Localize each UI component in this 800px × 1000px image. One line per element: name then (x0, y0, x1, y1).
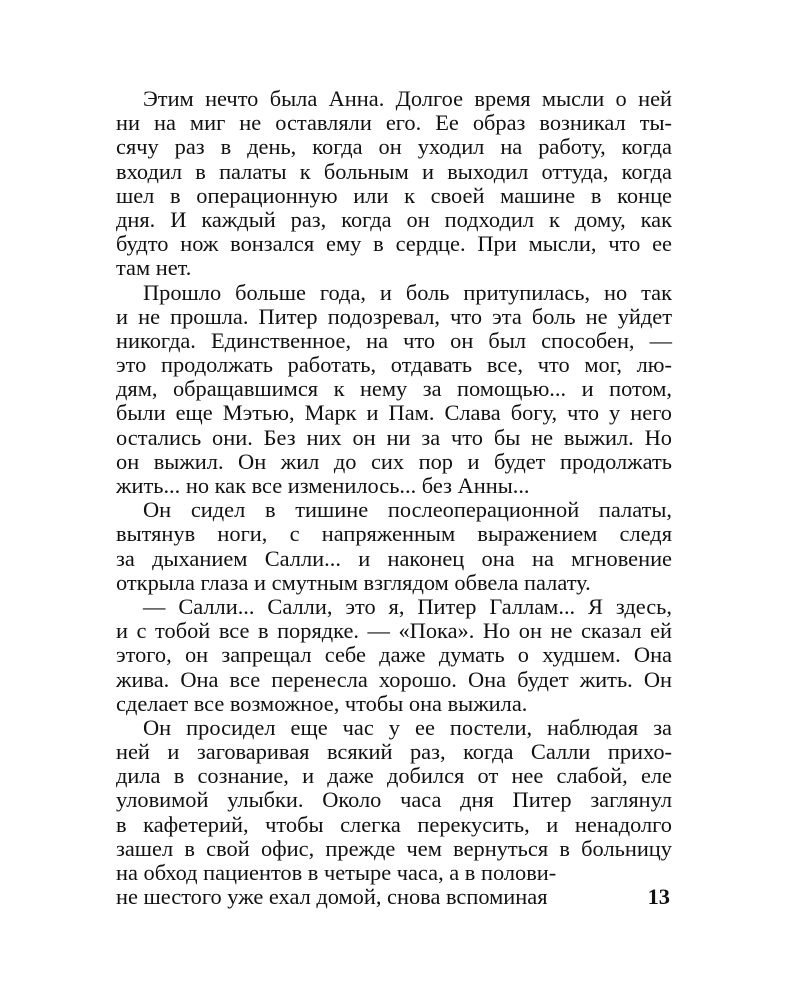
page-number: 13 (647, 884, 670, 910)
text-line: и не прошла. Питер подозревал, что эта боль не уйдет (116, 303, 672, 329)
text-line: этого, он запрещал себе даже думать о худшем. Она (116, 642, 672, 668)
text-line: шел в операционную или к своей машине в конце (116, 182, 672, 208)
text-line: были еще Мэтью, Марк и Пам. Слава богу, что у него (116, 400, 672, 426)
text-line: будто нож вонзался ему в сердце. При мысли, что ее (116, 231, 672, 257)
text-line: Он сидел в тишине послеоперационной палаты, (143, 497, 672, 523)
last-line: не шестого уже ехал домой, снова вспоминая (116, 884, 548, 910)
text-line: никогда. Единственное, на что он был способен, — (116, 327, 672, 353)
text-line: Прошло больше года, и боль притупилась, но так (143, 279, 672, 305)
book-page (116, 87, 672, 909)
paragraph (116, 87, 672, 281)
text-line: сячу раз в день, когда он уходил на работу, когда (116, 134, 672, 160)
text-line: и с тобой все в порядке. — «Пока». Но он не сказал ей (116, 618, 672, 644)
text-line: жива. Она все перенесла хорошо. Она будет жить. Он (116, 666, 672, 692)
text-line: жить... но как все изменилось... без Анны... (116, 473, 530, 498)
text-line: он выжил. Он жил до сих пор и будет продолжать (116, 448, 672, 474)
text-line: вытянув ноги, с напряженным выражением следя (116, 521, 672, 547)
text-line: на обход пациентов в четыре часа, а в полови- (116, 860, 557, 885)
text-line: ни на миг не оставляли его. Ее образ возникал ты- (116, 110, 672, 136)
text-line: входил в палаты к больным и выходил оттуда, когда (116, 158, 672, 184)
text-line: ней и заговаривая всякий раз, когда Салли прихо- (116, 739, 672, 765)
footer-row (116, 885, 672, 909)
text-line: там нет. (116, 255, 192, 281)
text-line: Он просидел еще час у ее постели, наблюдая за (143, 714, 672, 740)
text-line: — Салли... Салли, это я, Питер Галлам... Я здесь, (143, 593, 672, 619)
paragraph (116, 595, 672, 716)
text-line: за дыханием Салли... и наконец она на мгновение (116, 545, 672, 571)
text-line: сделает все возможное, чтобы она выжила. (116, 690, 528, 716)
text-line: остались они. Без них он ни за что бы не выжил. Но (116, 424, 672, 450)
body-text (116, 87, 672, 885)
text-line: дям, обращавшимся к нему за помощью... и потом, (116, 376, 672, 402)
text-line: уловимой улыбки. Около часа дня Питер заглянул (116, 787, 672, 813)
paragraph (116, 716, 672, 885)
text-line: Этим нечто была Анна. Долгое время мысли о ней (143, 86, 672, 111)
text-line: зашел в свой офис, прежде чем вернуться в больницу (116, 835, 672, 861)
text-line: дня. И каждый раз, когда он подходил к дому, как (116, 206, 672, 232)
paragraph (116, 498, 672, 595)
text-line: дила в сознание, и даже добился от нее слабой, еле (116, 763, 672, 789)
text-line: в кафетерий, чтобы слегка перекусить, и ненадолго (116, 811, 672, 837)
paragraph (116, 281, 672, 499)
text-line: это продолжать работать, отдавать все, что мог, лю- (116, 352, 672, 378)
text-line: открыла глаза и смутным взглядом обвела палату. (116, 569, 591, 595)
